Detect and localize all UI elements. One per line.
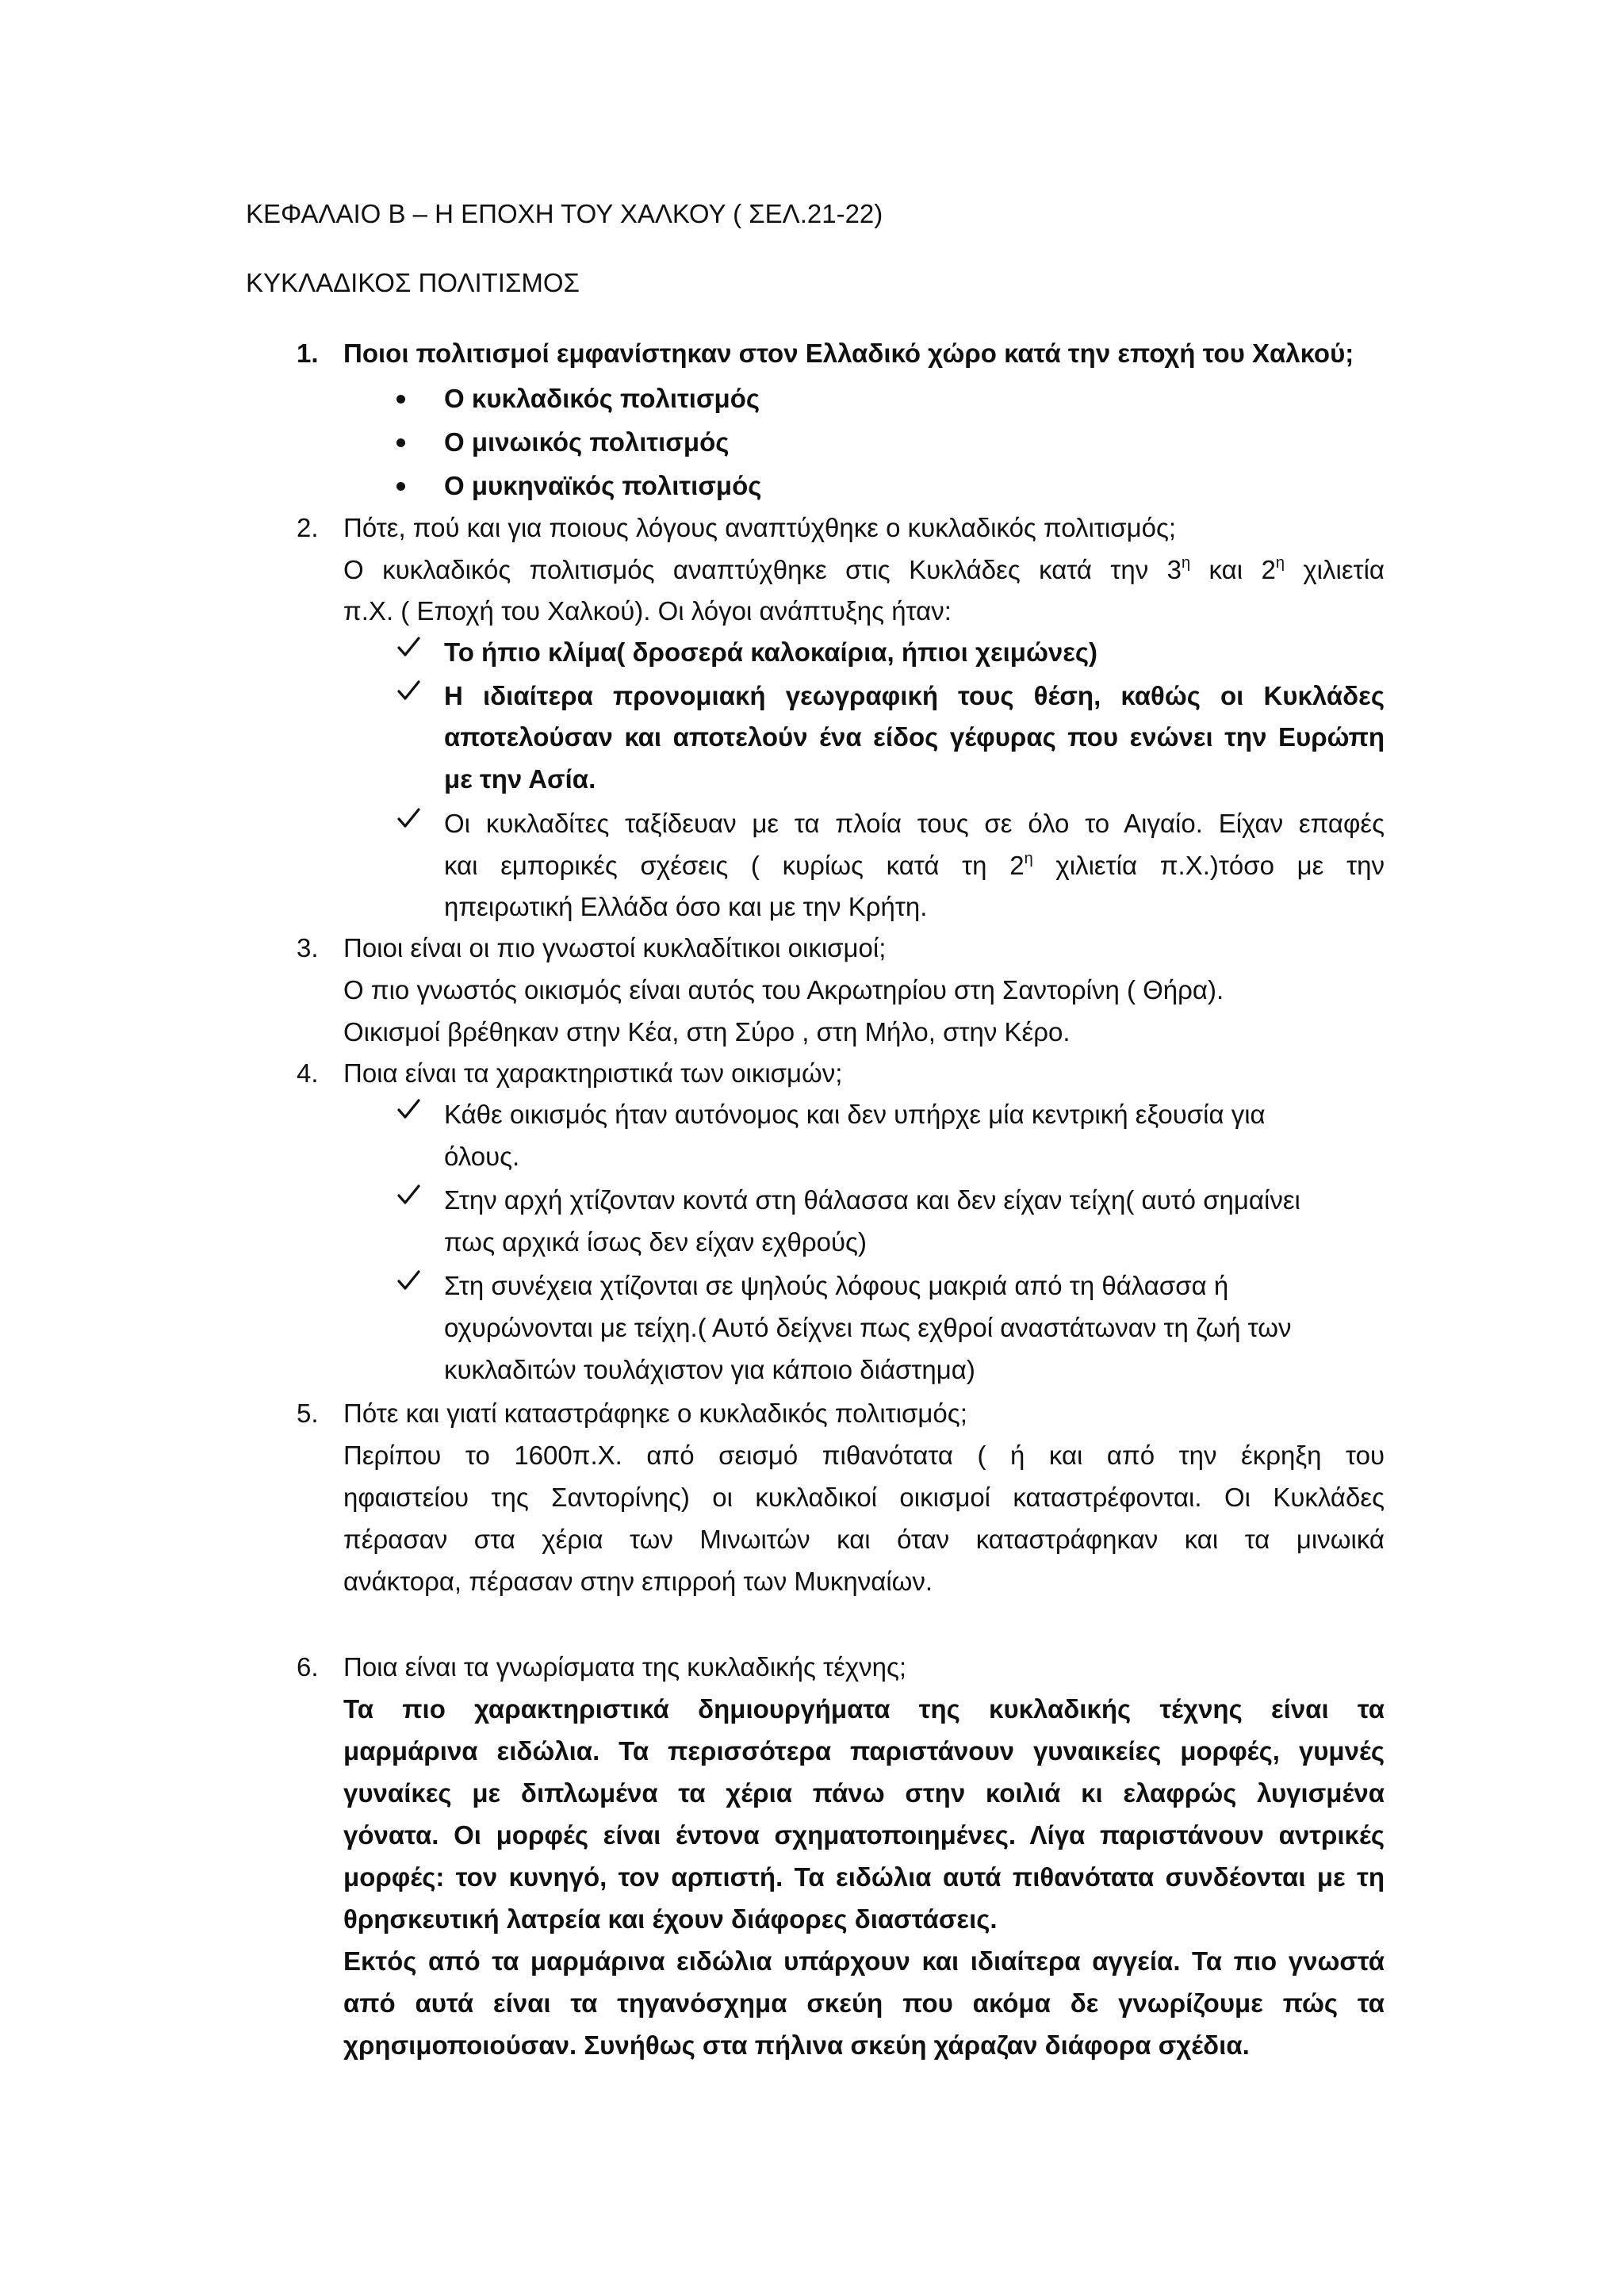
question-number: 4. [297,1058,319,1088]
answer-line: Ο πιο γνωστός οικισμός είναι αυτός του Ακρωτηρίου στη Σαντορίνη ( Θήρα). [343,975,1224,1004]
list-item: αποτελούσαν και αποτελούν ένα είδος γέφυρας που ενώνει την Ευρώπη [444,722,1385,752]
document-subtitle: ΚΥΚΛΑΔΙΚΟΣ ΠΟΛΙΤΙΣΜΟΣ [246,268,580,297]
answer-line: ηφαιστείου της Σαντορίνης) οι κυκλαδικοί οικισμοί καταστρέφονται. Οι Κυκλάδες [343,1483,1385,1512]
list-item: Στη συνέχεια χτίζονται σε ψηλούς λόφους μακριά από τη θάλασσα ή [444,1271,1229,1300]
answer-line: ανάκτορα, πέρασαν στην επιρροή των Μυκηναίων. [343,1567,933,1596]
checkmark-icon [396,679,420,702]
question-4-text: Ποια είναι τα χαρακτηριστικά των οικισμών; [343,1058,843,1088]
question-6-text: Ποια είναι τα γνωρίσματα της κυκλαδικής τέχνης; [343,1652,907,1682]
answer-line: Περίπου το 1600π.Χ. από σεισμό πιθανότατα ( ή και από την έκρηξη του [343,1441,1385,1470]
checkmark-icon [396,1269,420,1292]
answer-line: μορφές: τον κυνηγό, τον αρπιστή. Τα ειδώλια αυτά πιθανότατα συνδέονται με τη [343,1862,1385,1892]
question-number: 6. [297,1652,319,1682]
list-item: ηπειρωτική Ελλάδα όσο και με την Κρήτη. [444,892,928,921]
checkmark-icon [396,635,420,659]
answer-line: Οικισμοί βρέθηκαν στην Κέα, στη Σύρο , στη Μήλο, στην Κέρο. [343,1017,1071,1047]
question-3-text: Ποιοι είναι οι πιο γνωστοί κυκλαδίτικοι οικισμοί; [343,933,887,962]
list-item: όλους. [444,1142,520,1171]
answer-line: Εκτός από τα μαρμάρινα ειδώλια υπάρχουν και ιδιαίτερα αγγεία. Τα πιο γνωστά [343,1946,1385,1976]
list-item: κυκλαδιτών τουλάχιστον για κάποιο διάστημα) [444,1355,975,1384]
list-item: Ο μυκηναϊκός πολιτισμός [444,471,762,500]
list-item: πως αρχικά ίσως δεν είχαν εχθρούς) [444,1227,867,1257]
answer-line: πέρασαν στα χέρια των Μινωιτών και όταν καταστράφηκαν και τα μινωικά [343,1525,1385,1554]
document-title: ΚΕΦΑΛΑΙΟ Β – Η ΕΠΟΧΗ ΤΟΥ ΧΑΛΚΟΥ ( ΣΕΛ.21-22) [246,199,883,228]
question-number: 5. [297,1399,319,1428]
answer-line: θρησκευτική λατρεία και έχουν διάφορες διαστάσεις. [343,1904,998,1934]
bullet-icon [396,438,405,447]
answer-line: χρησιμοποιούσαν. Συνήθως στα πήλινα σκεύη χάραζαν διάφορα σχέδια. [343,2030,1250,2060]
answer-line: γυναίκες με διπλωμένα τα χέρια πάνω στην κοιλιά κι ελαφρώς λυγισμένα [343,1778,1385,1808]
question-number: 1. [297,339,319,368]
list-item: Η ιδιαίτερα προνομιακή γεωγραφική τους θέση, καθώς οι Κυκλάδες [444,681,1385,710]
list-item: Ο κυκλαδικός πολιτισμός [444,384,760,413]
list-item: οχυρώνονται με τείχη.( Αυτό δείχνει πως εχθροί αναστάτωναν τη ζωή των [444,1313,1292,1342]
answer-line: Τα πιο χαρακτηριστικά δημιουργήματα της κυκλαδικής τέχνης είναι τα [343,1694,1385,1724]
answer-line: Ο κυκλαδικός πολιτισμός αναπτύχθηκε στις Κυκλάδες κατά την $3^\eta$ και $2^\eta$ χιλιετία [343,554,1385,584]
answer-line: γόνατα. Οι μορφές είναι έντονα σχηματοποιημένες. Λίγα παριστάνουν αντρικές [343,1820,1385,1850]
checkmark-icon [396,806,420,830]
question-5-text: Πότε και γιατί καταστράφηκε ο κυκλαδικός πολιτισμός; [343,1399,967,1428]
question-number: 2. [297,513,319,542]
answer-line: π.Χ. ( Εποχή του Χαλκού). Οι λόγοι ανάπτυξης ήταν: [343,596,952,626]
list-item: με την Ασία. [444,764,596,794]
checkmark-icon [396,1097,420,1121]
list-item: Στην αρχή χτίζονταν κοντά στη θάλασσα και δεν είχαν τείχη( αυτό σημαίνει [444,1185,1300,1215]
question-1-text: Ποιοι πολιτισμοί εμφανίστηκαν στον Ελλαδικό χώρο κατά την εποχή του Χαλκού; [343,339,1354,368]
list-item: και εμπορικές σχέσεις ( κυρίως κατά τη $2^\eta$ χιλιετία π.Χ.)τόσο με την [444,850,1385,880]
checkmark-icon [396,1183,420,1207]
list-item: Ο μινωικός πολιτισμός [444,427,730,457]
bullet-icon [396,482,405,491]
answer-line: μαρμάρινα ειδώλια. Τα περισσότερα παριστάνουν γυναικείες μορφές, γυμνές [343,1736,1385,1766]
list-item: Το ήπιο κλίμα( δροσερά καλοκαίρια, ήπιοι χειμώνες) [444,637,1098,667]
list-item: Κάθε οικισμός ήταν αυτόνομος και δεν υπήρχε μία κεντρική εξουσία για [444,1100,1266,1129]
question-2-text: Πότε, πού και για ποιους λόγους αναπτύχθηκε ο κυκλαδικός πολιτισμός; [343,513,1177,542]
bullet-icon [396,395,405,404]
question-number: 3. [297,933,319,962]
answer-line: από αυτά είναι τα τηγανόσχημα σκεύη που ακόμα δε γνωρίζουμε πώς τα [343,1988,1385,2018]
list-item: Οι κυκλαδίτες ταξίδευαν με τα πλοία τους σε όλο το Αιγαίο. Είχαν επαφές [444,809,1385,838]
